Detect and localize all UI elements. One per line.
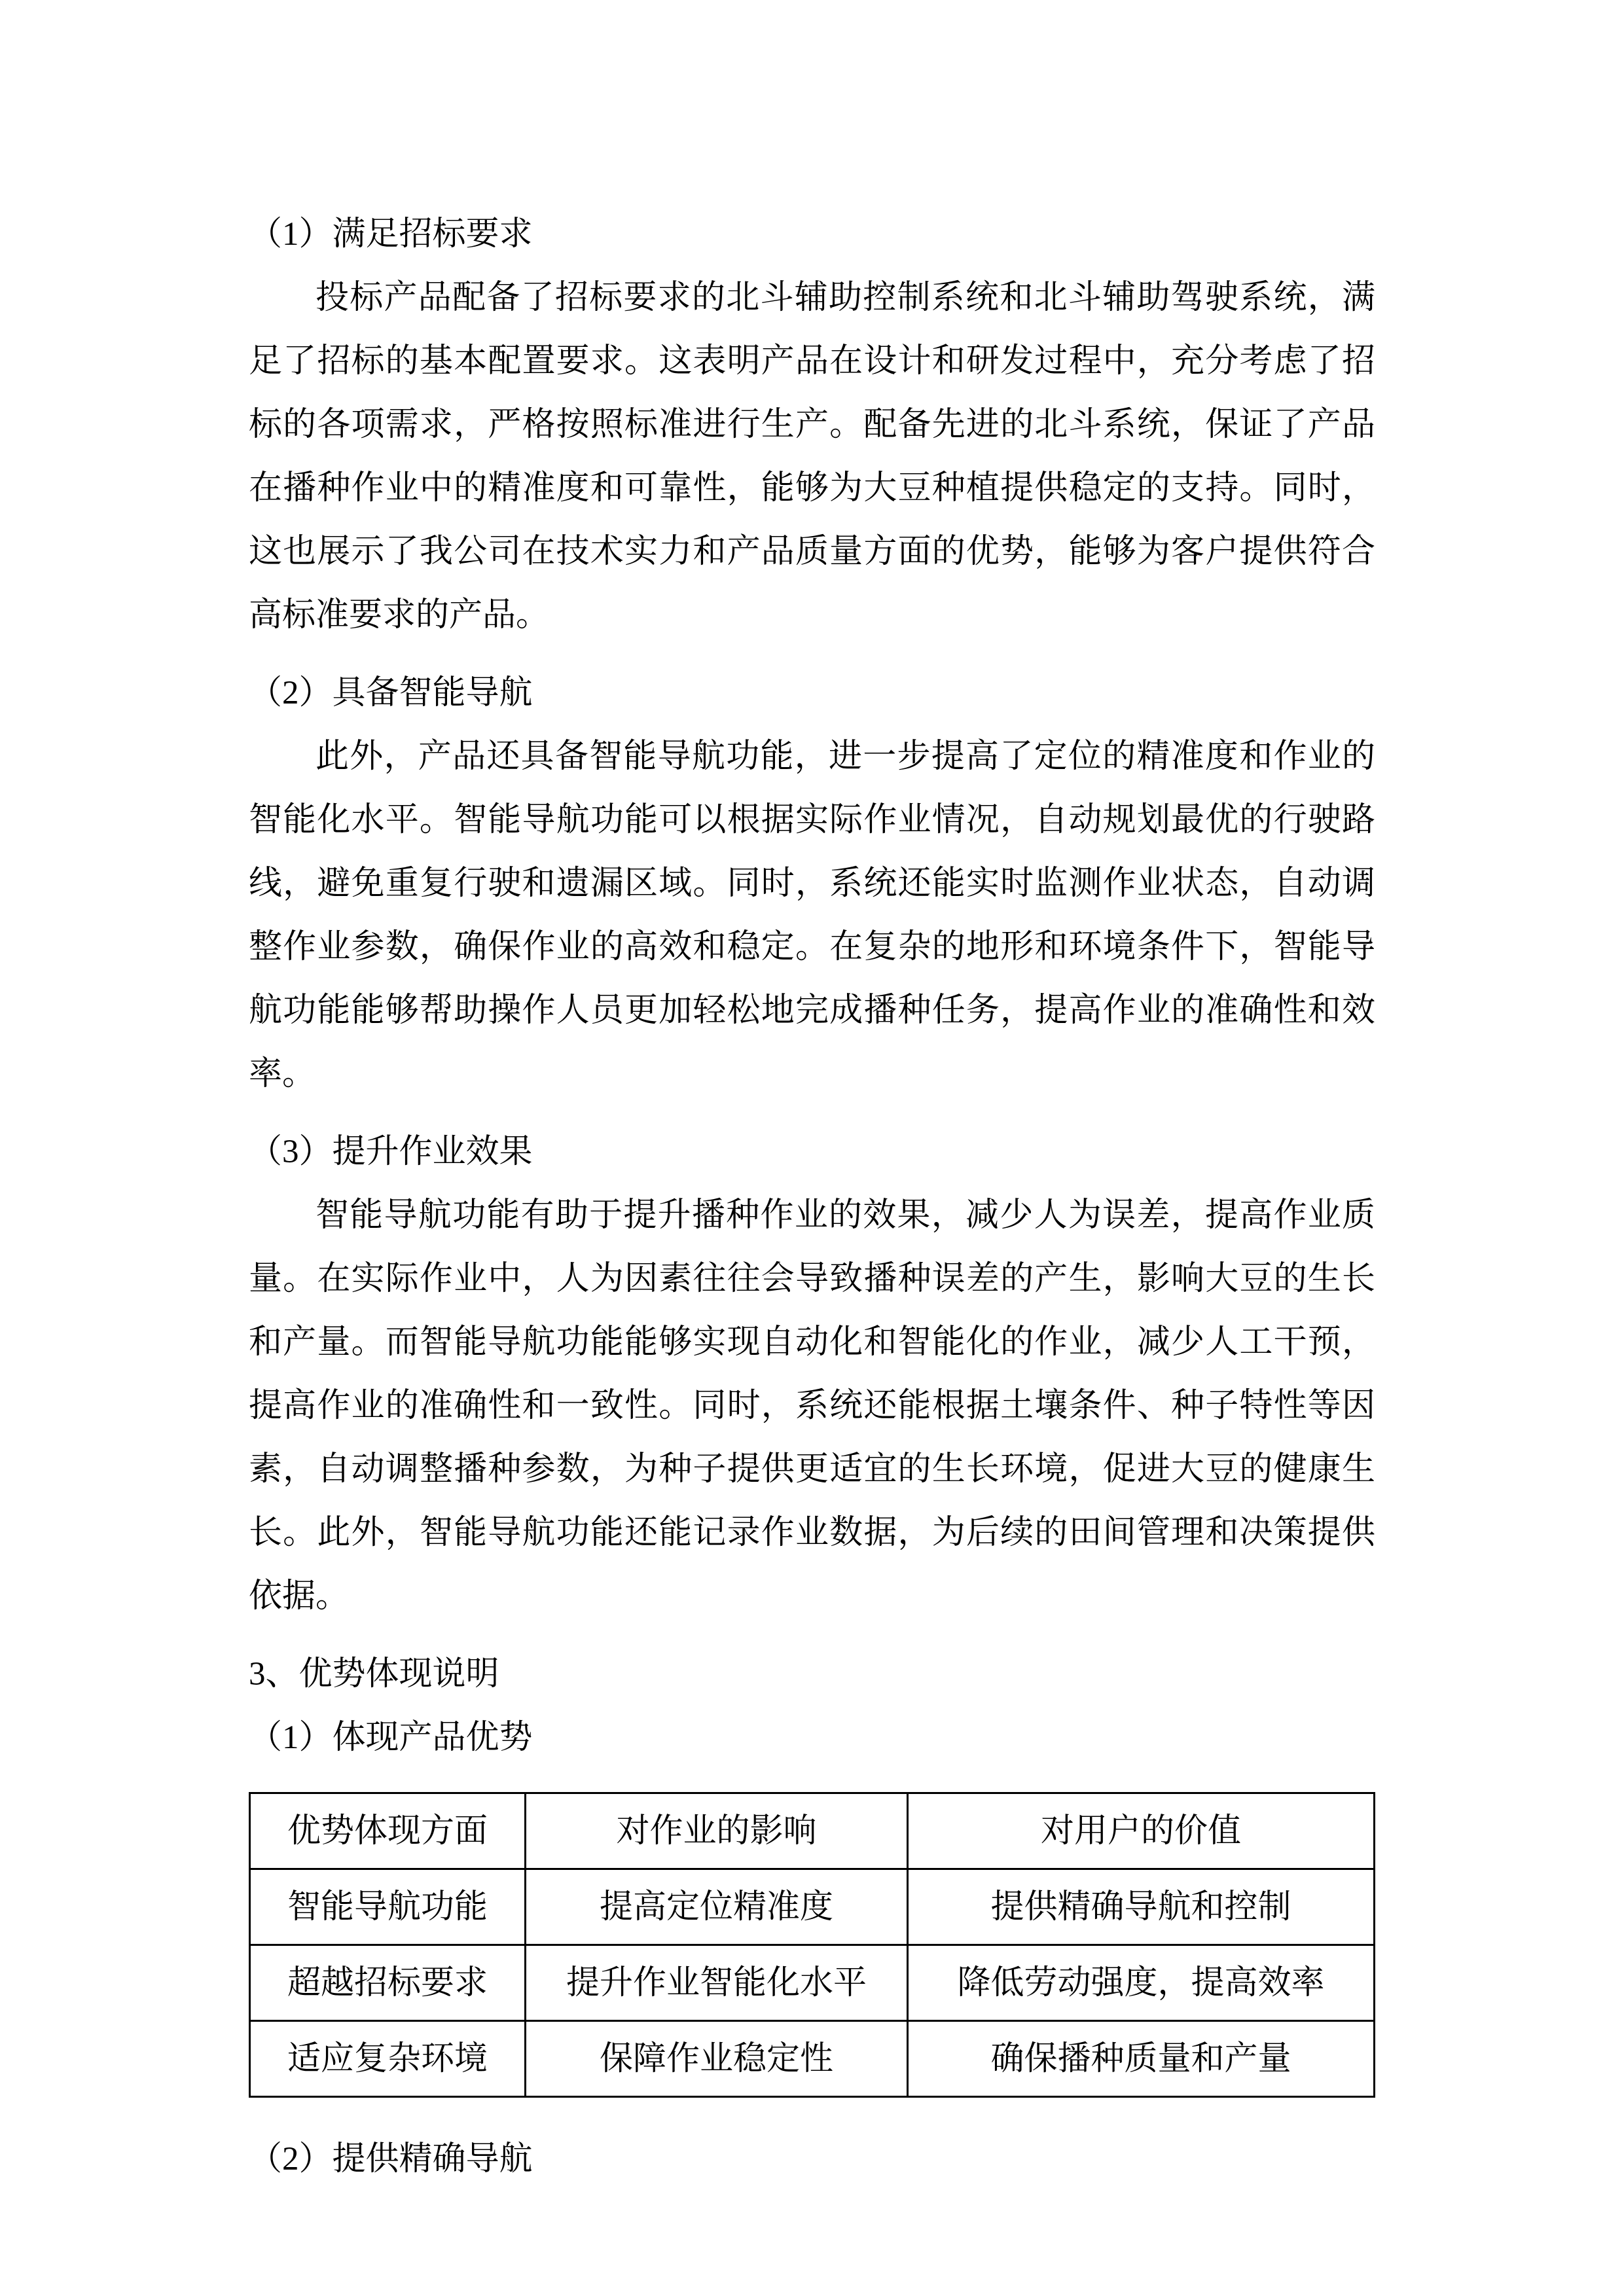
table-cell: 降低劳动强度，提高效率 xyxy=(908,1945,1375,2021)
table-cell: 保障作业稳定性 xyxy=(525,2021,907,2097)
table-cell: 提高定位精准度 xyxy=(525,1869,907,1945)
section-heading-meet-bid-requirements: （1）满足招标要求 xyxy=(249,216,533,253)
section-heading-advantage-description: 3、优势体现说明 xyxy=(249,1656,499,1693)
table-cell: 智能导航功能 xyxy=(250,1869,526,1945)
table-row xyxy=(250,1869,1375,1945)
table-header-cell-operation-impact: 对作业的影响 xyxy=(525,1793,907,1869)
section-heading-improve-operation-effect: （3）提升作业效果 xyxy=(249,1134,533,1170)
table-row xyxy=(250,1945,1375,2021)
advantage-table xyxy=(249,1792,1375,2098)
table-header-cell-aspect: 优势体现方面 xyxy=(250,1793,526,1869)
table-cell: 确保播种质量和产量 xyxy=(908,2021,1375,2097)
table-header-cell-user-value: 对用户的价值 xyxy=(908,1793,1375,1869)
section-heading-smart-navigation: （2）具备智能导航 xyxy=(249,675,533,711)
paragraph-improve-operation-effect: 智能导航功能有助于提升播种作业的效果，减少人为误差，提高作业质量。在实际作业中，人为因素往往会导致播种误差的产生，影响大豆的生长和产量。而智能导航功能能够实现自动化和智能化的作业，减少人工干预，提高作业的准确性和一致性。同时，系统还能根据土壤条件、种子特性等因素，自动调整播种参数，为种子提供更适宜的生长环境，促进大豆的健康生长。此外，智能导航功能还能记录作业数据，为后续的田间管理和决策提供依据。 xyxy=(249,1197,1375,1615)
section-subheading-product-advantage: （1）体现产品优势 xyxy=(249,1719,533,1756)
table-cell: 适应复杂环境 xyxy=(250,2021,526,2097)
table-cell: 超越招标要求 xyxy=(250,1945,526,2021)
paragraph-smart-navigation: 此外，产品还具备智能导航功能，进一步提高了定位的精准度和作业的智能化水平。智能导航功能可以根据实际作业情况，自动规划最优的行驶路线，避免重复行驶和遗漏区域。同时，系统还能实时监测作业状态，自动调整作业参数，确保作业的高效和稳定。在复杂的地形和环境条件下，智能导航功能能够帮助操作人员更加轻松地完成播种任务，提高作业的准确性和效率。 xyxy=(249,738,1375,1092)
table-header-row xyxy=(250,1793,1375,1869)
table-row xyxy=(250,2021,1375,2097)
paragraph-meet-bid-requirements: 投标产品配备了招标要求的北斗辅助控制系统和北斗辅助驾驶系统，满足了招标的基本配置要求。这表明产品在设计和研发过程中，充分考虑了招标的各项需求，严格按照标准进行生产。配备先进的北斗系统，保证了产品在播种作业中的精准度和可靠性，能够为大豆种植提供稳定的支持。同时，这也展示了我公司在技术实力和产品质量方面的优势，能够为客户提供符合高标准要求的产品。 xyxy=(249,279,1375,634)
table-cell: 提升作业智能化水平 xyxy=(525,1945,907,2021)
section-heading-precise-navigation: （2）提供精确导航 xyxy=(249,2141,533,2178)
table-cell: 提供精确导航和控制 xyxy=(908,1869,1375,1945)
